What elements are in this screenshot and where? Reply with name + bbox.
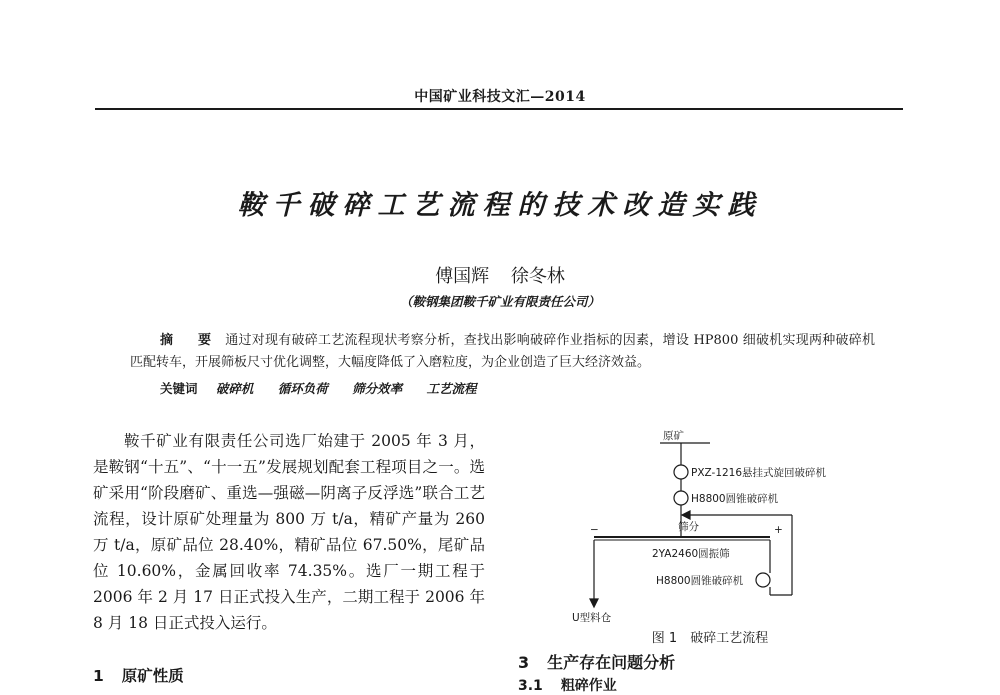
authors <box>0 262 1000 288</box>
keywords <box>130 379 875 397</box>
label-cone-crusher-1: H8800圆锥破碎机 <box>691 493 779 505</box>
running-head: 中国矿业科技文汇—2014 <box>414 89 586 105</box>
keyword: 循环负荷 <box>277 381 328 396</box>
label-screen: 2YA2460圆振筛 <box>652 548 730 560</box>
author-2: 徐冬林 <box>510 266 565 287</box>
recycle-arrow <box>682 511 690 519</box>
affiliation: （鞍钢集团鞍千矿业有限责任公司） <box>399 294 600 309</box>
keyword: 破碎机 <box>215 381 254 396</box>
undersize-arrow <box>590 599 598 607</box>
article-title: 鞍千破碎工艺流程的技术改造实践 <box>237 190 763 221</box>
label-plus: + <box>774 524 783 536</box>
section-title: 生产存在问题分析 <box>547 653 676 672</box>
section-3-heading <box>518 650 675 673</box>
header-rule <box>95 108 903 110</box>
label-raw-ore: 原矿 <box>663 430 684 442</box>
keyword: 筛分效率 <box>352 381 403 396</box>
section-number: 3.1 <box>518 678 543 694</box>
intro-paragraph: 鞍千矿业有限责任公司选厂始建于 2005 年 3 月，是鞍钢“十五”、“十一五”发展规划配套工程项目之一。选矿采用“阶段磨矿、重选—强磁—阴离子反浮选”联合工艺流程，设计原矿处理量为 800 万 t/a，精矿产量为 260 万 t/a，原矿品位 28.40%，精矿品位 67.50%，尾矿品位 10.60%，金属回收率 74.35%。选厂一期工程于 2006 年 2 月 17 日正式投入生产，二期工程于 2006 年 8 月 18 日正式投入运行。 <box>93 432 485 632</box>
section-number: 3 <box>518 653 530 672</box>
gyratory-crusher-symbol <box>674 465 688 479</box>
keywords-label: 关键词 <box>160 381 198 396</box>
section-number: 1 <box>93 667 104 685</box>
cone-crusher-1-symbol <box>674 491 688 505</box>
label-screening: 筛分 <box>678 521 699 533</box>
label-minus: − <box>590 524 599 536</box>
cone-crusher-2-symbol <box>756 573 770 587</box>
section-title: 原矿性质 <box>121 667 184 685</box>
figure-caption: 图 1 破碎工艺流程 <box>651 631 769 646</box>
abstract-label: 摘 要 <box>160 333 222 348</box>
keyword: 工艺流程 <box>426 381 477 396</box>
section-title: 粗碎作业 <box>560 678 617 694</box>
label-gyratory-crusher: PXZ-1216悬挂式旋回破碎机 <box>691 467 827 479</box>
label-cone-crusher-2: H8800圆锥破碎机 <box>656 575 744 587</box>
abstract <box>130 330 875 374</box>
flowchart-figure <box>560 425 860 625</box>
abstract-text: 通过对现有破碎工艺流程现状考察分析，查找出影响破碎作业指标的因素，增设 HP800 细破机实现两种破碎机匹配转车，开展筛板尺寸优化调整，大幅度降低了入磨粒度，为企业创造了巨大经济效益。 <box>130 333 875 370</box>
label-bin: U型料仓 <box>572 612 612 624</box>
author-1: 傅国辉 <box>435 266 490 287</box>
body-column-left <box>93 428 485 636</box>
section-3-1-heading <box>518 675 617 695</box>
